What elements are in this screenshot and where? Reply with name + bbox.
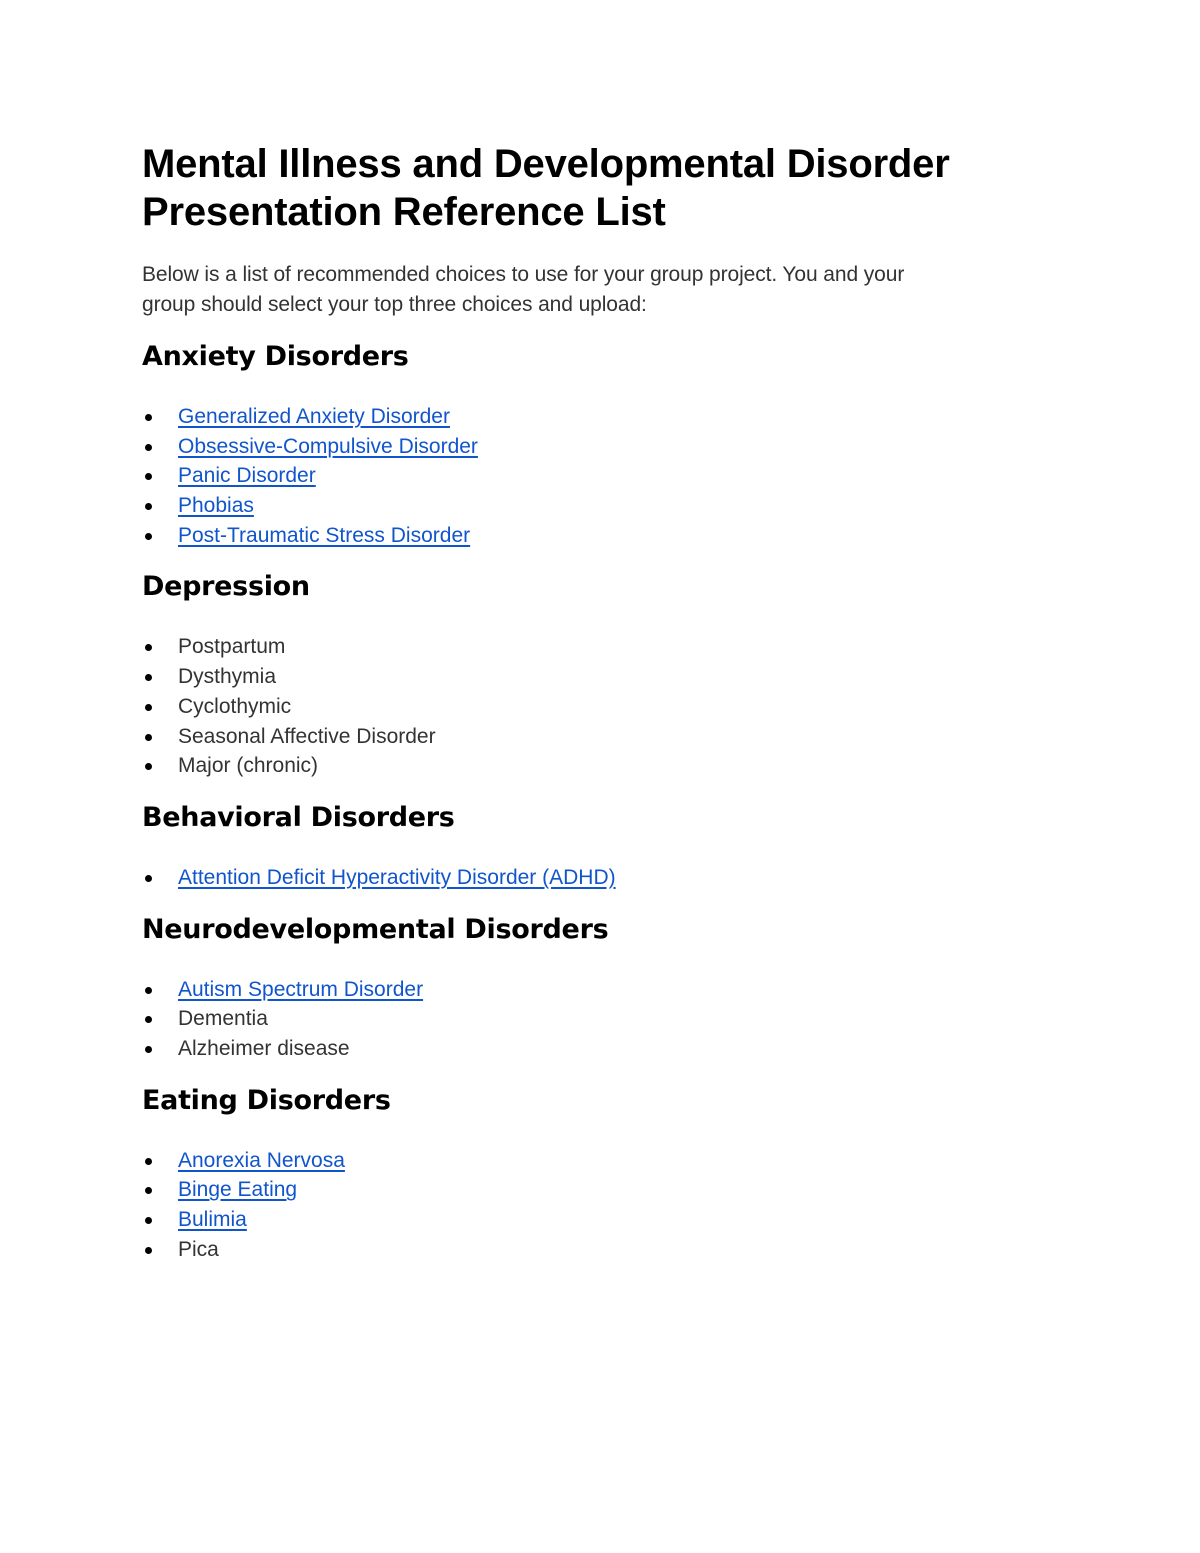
bullet-icon — [145, 533, 152, 540]
bullet-icon — [145, 644, 152, 651]
bullet-icon — [145, 704, 152, 711]
list-item — [142, 692, 1042, 722]
section-heading: Neurodevelopmental Disorders — [142, 913, 609, 945]
section-heading: Depression — [142, 571, 310, 603]
list-item — [142, 632, 1042, 662]
list-item-label: Seasonal Affective Disorder — [178, 724, 436, 748]
bullet-list — [142, 863, 1042, 893]
intro-line-1: Below is a list of recommended choices to use for your group project. You and your — [142, 263, 905, 286]
document-title — [142, 140, 1042, 236]
list-item-link[interactable]: Attention Deficit Hyperactivity Disorder (ADHD) — [178, 865, 616, 889]
list-item-link[interactable]: Phobias — [178, 494, 254, 518]
section-heading: Eating Disorders — [142, 1084, 391, 1116]
list-item — [142, 491, 1042, 521]
list-item-link[interactable]: Bulimia — [178, 1208, 247, 1231]
list-item — [142, 1004, 1042, 1034]
bullet-icon — [145, 1046, 152, 1053]
title-line-2: Presentation Reference List — [142, 190, 666, 234]
list-item — [142, 722, 1042, 752]
list-item-link[interactable]: Binge Eating — [178, 1178, 298, 1202]
section-eating-disorders — [142, 1084, 1042, 1265]
section-anxiety-disorders — [142, 340, 1042, 550]
list-item-label: Postpartum — [178, 635, 286, 659]
bullet-icon — [145, 1158, 152, 1165]
list-item-link[interactable]: Post-Traumatic Stress Disorder — [178, 523, 471, 547]
list-item — [142, 863, 1042, 893]
bullet-icon — [145, 503, 152, 510]
intro-line-2: group should select your top three choices and upload: — [142, 293, 647, 316]
list-item — [142, 975, 1042, 1005]
list-item — [142, 402, 1042, 432]
list-item — [142, 521, 1042, 551]
list-item-link[interactable]: Anorexia Nervosa — [178, 1148, 345, 1172]
bullet-icon — [145, 1187, 152, 1194]
list-item-label: Dysthymia — [178, 665, 277, 689]
list-item — [142, 1175, 1042, 1205]
list-item-label: Cyclothymic — [178, 694, 292, 718]
list-item — [142, 1146, 1042, 1176]
list-item-label: Major (chronic) — [178, 754, 319, 778]
bullet-list — [142, 632, 1042, 780]
list-item — [142, 432, 1042, 462]
list-item-link[interactable]: Obsessive-Compulsive Disorder — [178, 434, 478, 458]
bullet-icon — [145, 444, 152, 451]
title-line-1: Mental Illness and Developmental Disorder — [142, 142, 950, 186]
bullet-icon — [145, 987, 152, 994]
bullet-list — [142, 402, 1042, 550]
intro-paragraph — [142, 260, 1042, 320]
list-item-label: Pica — [178, 1237, 219, 1261]
list-item-label: Dementia — [178, 1007, 268, 1031]
list-item-link[interactable]: Autism Spectrum Disorder — [178, 977, 424, 1001]
list-item-label: Alzheimer disease — [178, 1036, 350, 1060]
list-item — [142, 751, 1042, 781]
bullet-icon — [145, 1217, 152, 1224]
document-page — [142, 140, 1042, 1264]
bullet-icon — [145, 674, 152, 681]
list-item-link[interactable]: Panic Disorder — [178, 464, 316, 488]
list-item — [142, 662, 1042, 692]
bullet-icon — [145, 1247, 152, 1254]
bullet-icon — [145, 734, 152, 741]
section-behavioral-disorders — [142, 801, 1042, 893]
bullet-icon — [145, 875, 152, 882]
section-heading: Behavioral Disorders — [142, 801, 455, 833]
section-depression — [142, 570, 1042, 780]
list-item — [142, 461, 1042, 491]
bullet-icon — [145, 473, 152, 480]
list-item — [142, 1205, 1042, 1235]
sections-container — [142, 340, 1042, 1264]
list-item-link[interactable]: Generalized Anxiety Disorder — [178, 405, 450, 428]
section-neurodevelopmental-disorders — [142, 913, 1042, 1064]
bullet-icon — [145, 414, 152, 421]
list-item — [142, 1034, 1042, 1064]
bullet-icon — [145, 1016, 152, 1023]
bullet-icon — [145, 763, 152, 770]
bullet-list — [142, 975, 1042, 1064]
list-item — [142, 1235, 1042, 1265]
section-heading: Anxiety Disorders — [142, 341, 409, 372]
bullet-list — [142, 1146, 1042, 1265]
